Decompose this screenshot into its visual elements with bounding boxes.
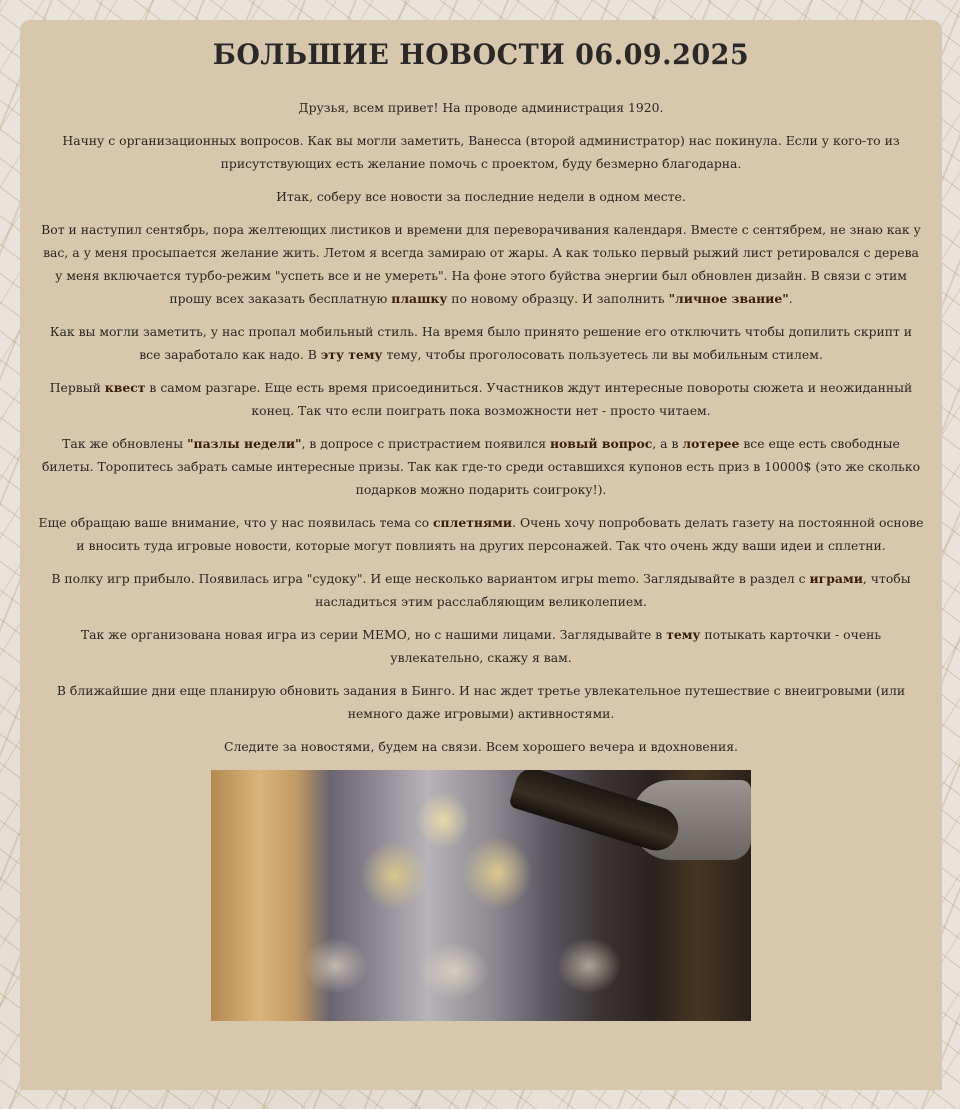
- link-new-question[interactable]: новый вопрос: [549, 436, 653, 451]
- link-lottery[interactable]: лотерее: [682, 436, 740, 451]
- paragraph-summary-intro: Итак, соберу все новости за последние недели в одном месте.: [276, 189, 686, 204]
- text: тему, чтобы проголосовать пользуетесь ли вы мобильным стилем.: [382, 347, 823, 362]
- paragraph-quest: [38, 376, 924, 422]
- paragraph-closing: Следите за новостями, будем на связи. Всем хорошего вечера и вдохновения.: [224, 739, 738, 754]
- text: Так же организована новая игра из серии МЕМО, но с нашими лицами. Заглядывайте в: [80, 627, 667, 642]
- text: по новому образцу. И заполнить: [447, 291, 669, 306]
- news-post-panel: [20, 20, 942, 1090]
- text: в самом разгаре. Еще есть время присоединиться. Участников ждут интересные повороты сюжета и неожиданный конец. Так что если поиграть пока возможности нет - просто читаем.: [145, 380, 913, 418]
- paragraph-games: [38, 567, 924, 613]
- page-title: БОЛЬШИЕ НОВОСТИ 06.09.2025: [212, 39, 750, 72]
- paragraph-memo-game: [38, 623, 924, 669]
- text: .: [788, 291, 793, 306]
- champagne-tower-image: [211, 770, 751, 1021]
- link-plashka[interactable]: плашку: [391, 291, 448, 306]
- paragraph-organizational: Начну с организационных вопросов. Как вы могли заметить, Ванесса (второй администратор) нас покинула. Если у кого-то из присутствующих есть желание помочь с проектом, буду безмерно благодарна.: [62, 133, 900, 171]
- text: . Очень хочу попробовать делать газету на постоянной основе и вносить туда игровые новости, которые могут повлиять на других персонажей. Так что очень жду ваши идеи и сплетни.: [76, 515, 924, 553]
- paragraph-puzzles-lottery: [38, 432, 924, 501]
- text: все еще есть свободные билеты. Торопитесь забрать самые интересные призы. Так как где-то среди оставшихся купонов есть приз в 10000$ (это же сколько подарков можно подарить соигроку!).: [41, 436, 921, 497]
- paragraph-design-update: [38, 218, 924, 310]
- text: Так же обновлены: [62, 436, 188, 451]
- link-gossip[interactable]: сплетнями: [433, 515, 513, 530]
- text: В полку игр прибыло. Появилась игра "судоку". И еще несколько вариантом игры memo. Заглядывайте в раздел с: [51, 571, 810, 586]
- link-personal-title[interactable]: "личное звание": [668, 291, 789, 306]
- paragraph-mobile-style: [38, 320, 924, 366]
- text: Первый: [49, 380, 105, 395]
- text: потыкать карточки - очень увлекательно, скажу я вам.: [390, 627, 882, 665]
- text: Как вы могли заметить, у нас пропал мобильный стиль. На время было принято решение его отключить чтобы допилить скрипт и все заработало как надо. В: [49, 324, 913, 362]
- text: , а в: [652, 436, 683, 451]
- link-this-topic[interactable]: эту тему: [320, 347, 383, 362]
- link-puzzles-of-week[interactable]: "пазлы недели": [187, 436, 302, 451]
- paragraph-bingo: В ближайшие дни еще планирую обновить задания в Бинго. И нас ждет третье увлекательное путешествие с внеигровыми (или немного даже игровыми) активностями.: [56, 683, 906, 721]
- text: Вот и наступил сентябрь, пора желтеющих листиков и времени для переворачивания календаря. Вместе с сентябрем, не знаю как у вас, а у меня просыпается желание жить. Летом я всегда замираю от жары. А как только первый рыжий лист ретировался с дерева у меня включается турбо-режим "успеть все и не умереть". На фоне этого буйства энергии был обновлен дизайн. В связи с этим прошу всех заказать бесплатную: [41, 222, 921, 306]
- text: , в допросе с пристрастием появился: [301, 436, 550, 451]
- link-memo-topic[interactable]: тему: [666, 627, 701, 642]
- paragraph-greeting: Друзья, всем привет! На проводе администрация 1920.: [298, 100, 664, 115]
- text: Еще обращаю ваше внимание, что у нас появилась тема со: [38, 515, 433, 530]
- link-games[interactable]: играми: [809, 571, 863, 586]
- link-quest[interactable]: квест: [104, 380, 146, 395]
- paragraph-gossip: [38, 511, 924, 557]
- text: , чтобы насладиться этим расслабляющим великолепием.: [315, 571, 911, 609]
